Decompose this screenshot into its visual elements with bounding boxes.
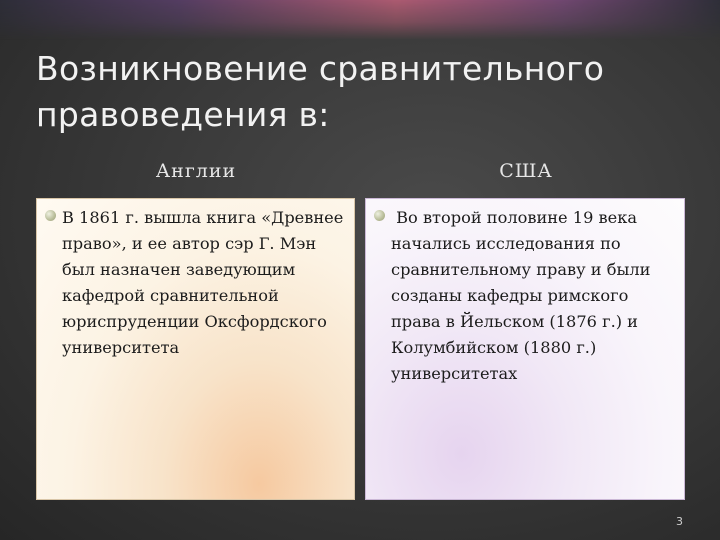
- usa-text: Во второй половине 19 века начались исследования по сравнительному праву и были созданы кафедры римского права в Йельском (1876 г.) и Колумбийском (1880 г.) университетах: [391, 208, 656, 383]
- bullet-icon: [374, 210, 385, 221]
- england-panel: [36, 198, 355, 500]
- usa-bullet-item: [374, 205, 676, 387]
- column-header-england: Англии: [155, 160, 237, 182]
- decorative-top-band: [0, 0, 720, 40]
- slide-title: Возникновение сравнительного правоведения в:: [36, 49, 605, 134]
- bullet-icon: [45, 210, 56, 221]
- page-number: 3: [676, 515, 683, 528]
- england-bullet-item: [45, 205, 346, 361]
- england-text: В 1861 г. вышла книга «Древнее право», и ее автор сэр Г. Мэн был назначен заведующим кафедрой сравнительной юриспруденции Оксфордского университета: [62, 208, 344, 357]
- usa-panel: [365, 198, 685, 500]
- column-header-usa: США: [499, 160, 553, 182]
